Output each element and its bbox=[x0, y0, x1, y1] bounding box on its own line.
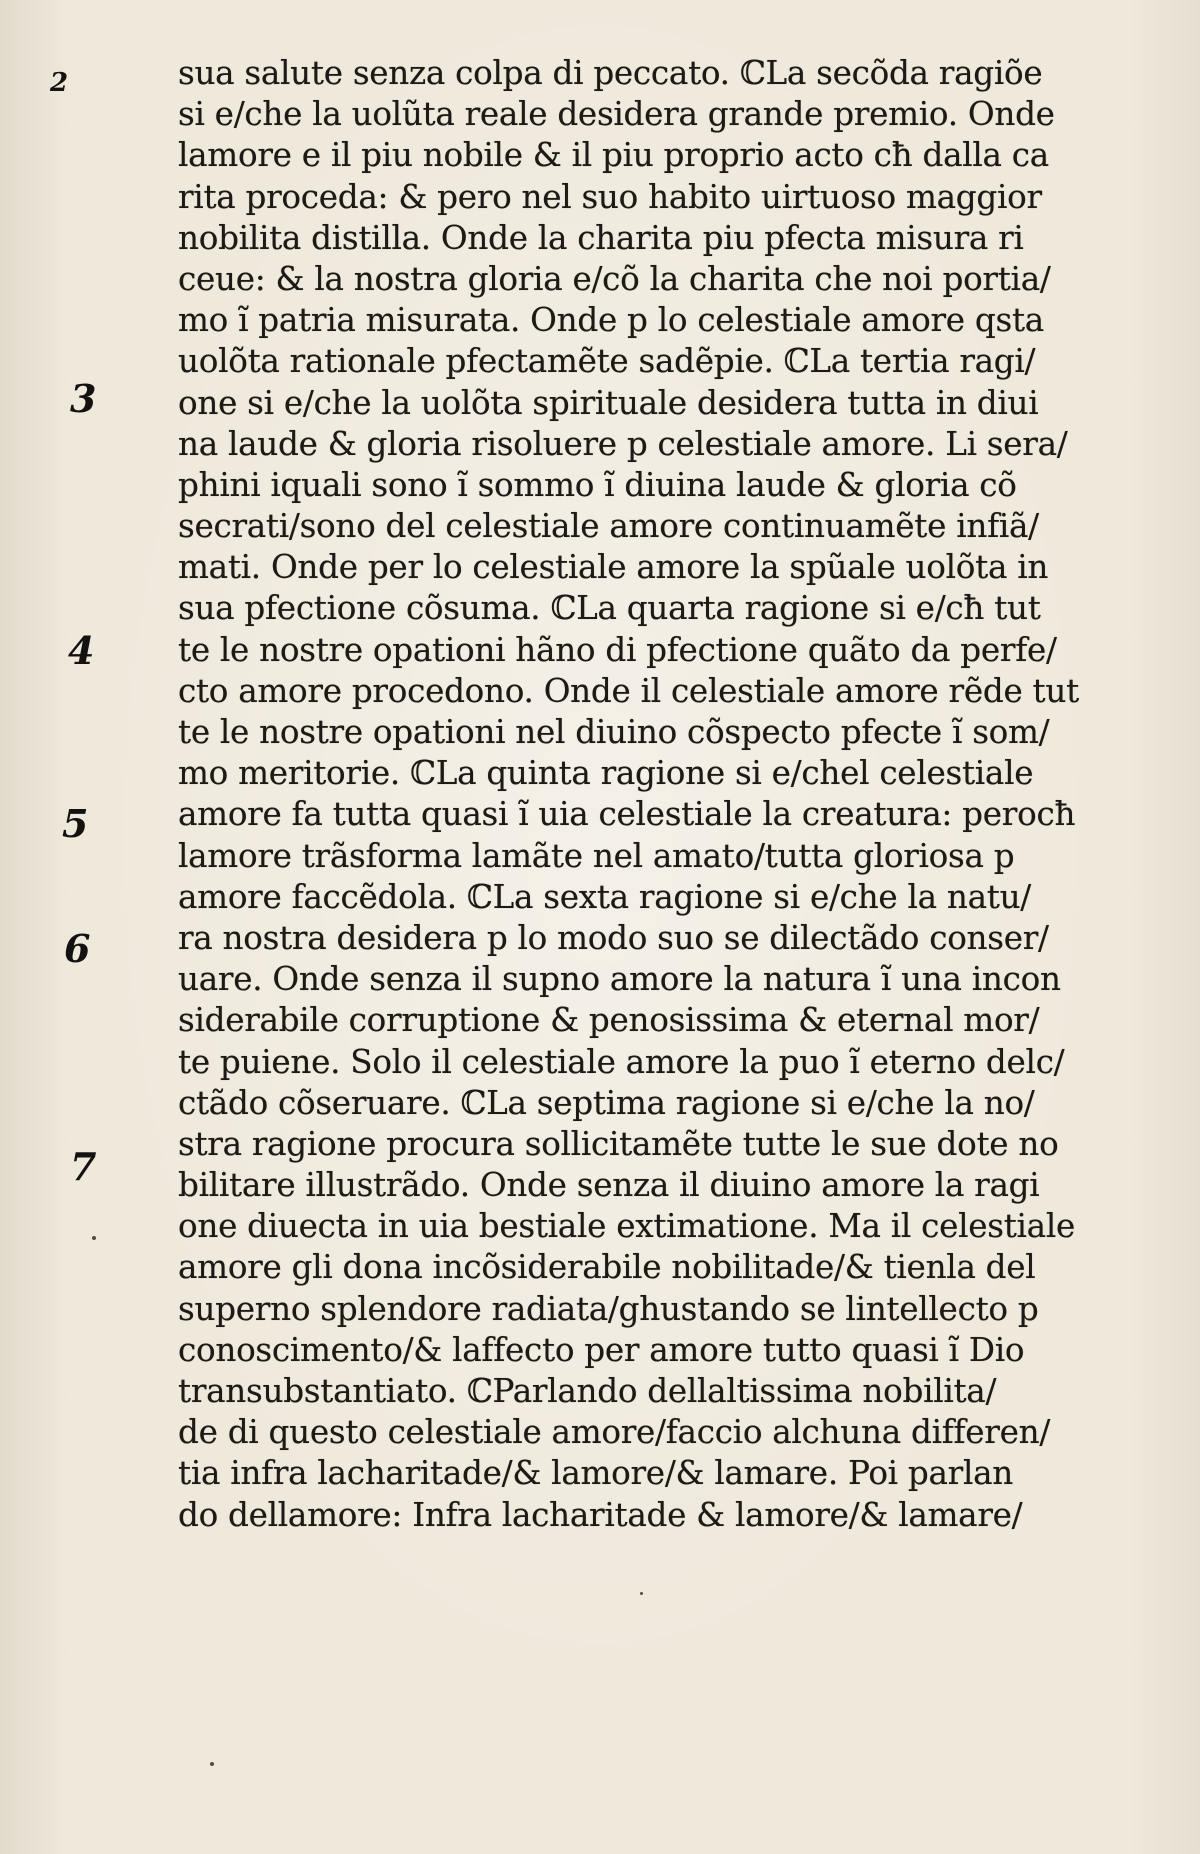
text-line: lamore e il piu nobile & il piu proprio acto cħ dalla ca bbox=[178, 135, 1049, 175]
ink-speck bbox=[640, 1592, 643, 1595]
text-block bbox=[178, 52, 1098, 1535]
text-line: te le nostre opationi nel diuino cõspecto pfecte ĩ som/ bbox=[178, 712, 1050, 751]
text-line: tia infra lacharitade/& lamore/& lamare. Poi parlan bbox=[178, 1453, 1013, 1493]
text-line: uolõta rationale pfectamẽte sadẽpie. ℂLa tertia ragi/ bbox=[178, 341, 1036, 381]
ink-speck bbox=[210, 1762, 214, 1766]
text-line: ceue: & la nostra gloria e/cõ la charita che noi portia/ bbox=[178, 258, 1051, 298]
text-line: te le nostre opationi hãno di pfectione quãto da perfe/ bbox=[178, 629, 1057, 669]
text-line: one diuecta in uia bestiale extimatione. Ma il celestiale bbox=[178, 1206, 1076, 1246]
text-line: conoscimento/& laffecto per amore tutto quasi ĩ Dio bbox=[178, 1329, 1025, 1369]
text-line: mo ĩ patria misurata. Onde p lo celestiale amore qsta bbox=[178, 300, 1044, 340]
text-line: na laude & gloria risoluere p celestiale amore. Li sera/ bbox=[178, 423, 1068, 463]
text-line: te puiene. Solo il celestiale amore la puo ĩ eterno delc/ bbox=[178, 1041, 1065, 1081]
margin-number: 7 bbox=[70, 1144, 97, 1189]
margin-number: 3 bbox=[70, 376, 97, 421]
margin-number: 4 bbox=[68, 628, 95, 673]
ink-speck bbox=[92, 1236, 96, 1240]
text-line: uare. Onde senza il supno amore la natura ĩ una incon bbox=[178, 959, 1061, 999]
text-line: ctãdo cõseruare. ℂLa septima ragione si e/che la no/ bbox=[178, 1082, 1035, 1122]
text-line: secrati/sono del celestiale amore continuamẽte infiã/ bbox=[178, 506, 1039, 546]
margin-number: 5 bbox=[62, 801, 89, 846]
text-line: lamore trãsforma lamãte nel amato/tutta gloriosa p bbox=[178, 835, 1015, 875]
text-line: amore faccẽdola. ℂLa sexta ragione si e/che la natu/ bbox=[178, 876, 1032, 916]
text-line: do dellamore: Infra lacharitade & lamore/& lamare/ bbox=[178, 1494, 1023, 1534]
text-line: sua pfectione cõsuma. ℂLa quarta ragione si e/cħ tut bbox=[178, 588, 1041, 628]
text-line: phini iquali sono ĩ sommo ĩ diuina laude & gloria cõ bbox=[178, 464, 1017, 504]
margin-number: 2 bbox=[50, 68, 69, 98]
text-line: transubstantiato. ℂParlando dellaltissima nobilita/ bbox=[178, 1371, 997, 1410]
text-line: sua salute senza colpa di peccato. ℂLa secõda ragiõe bbox=[178, 53, 1043, 92]
text-line: bilitare illustrãdo. Onde senza il diuino amore la ragi bbox=[178, 1165, 1040, 1205]
margin-number: 6 bbox=[64, 926, 91, 971]
text-line: rita proceda: & pero nel suo habito uirtuoso maggior bbox=[178, 176, 1042, 216]
text-line: one si e/che la uolõta spirituale desidera tutta in diui bbox=[178, 382, 1039, 422]
text-line: mo meritorie. ℂLa quinta ragione si e/chel celestiale bbox=[178, 753, 1034, 793]
text-line: nobilita distilla. Onde la charita piu pfecta misura ri bbox=[178, 217, 1024, 257]
text-line: amore fa tutta quasi ĩ uia celestiale la creatura: perocħ bbox=[178, 794, 1076, 834]
text-line: de di questo celestiale amore/faccio alchuna differen/ bbox=[178, 1412, 1051, 1452]
text-line: stra ragione procura sollicitamẽte tutte le sue dote no bbox=[178, 1123, 1059, 1163]
text-line: ra nostra desidera p lo modo suo se dilectãdo conser/ bbox=[178, 917, 1049, 957]
text-line: superno splendore radiata/ghustando se lintellecto p bbox=[178, 1288, 1039, 1328]
text-line: cto amore procedono. Onde il celestiale amore rẽde tut bbox=[178, 670, 1079, 710]
text-line: siderabile corruptione & penosissima & eternal mor/ bbox=[178, 1000, 1040, 1040]
text-line: si e/che la uolũta reale desidera grande premio. Onde bbox=[178, 94, 1055, 134]
text-line: amore gli dona incõsiderabile nobilitade/& tienla del bbox=[178, 1247, 1036, 1287]
text-line: mati. Onde per lo celestiale amore la spũale uolõta in bbox=[178, 547, 1049, 587]
